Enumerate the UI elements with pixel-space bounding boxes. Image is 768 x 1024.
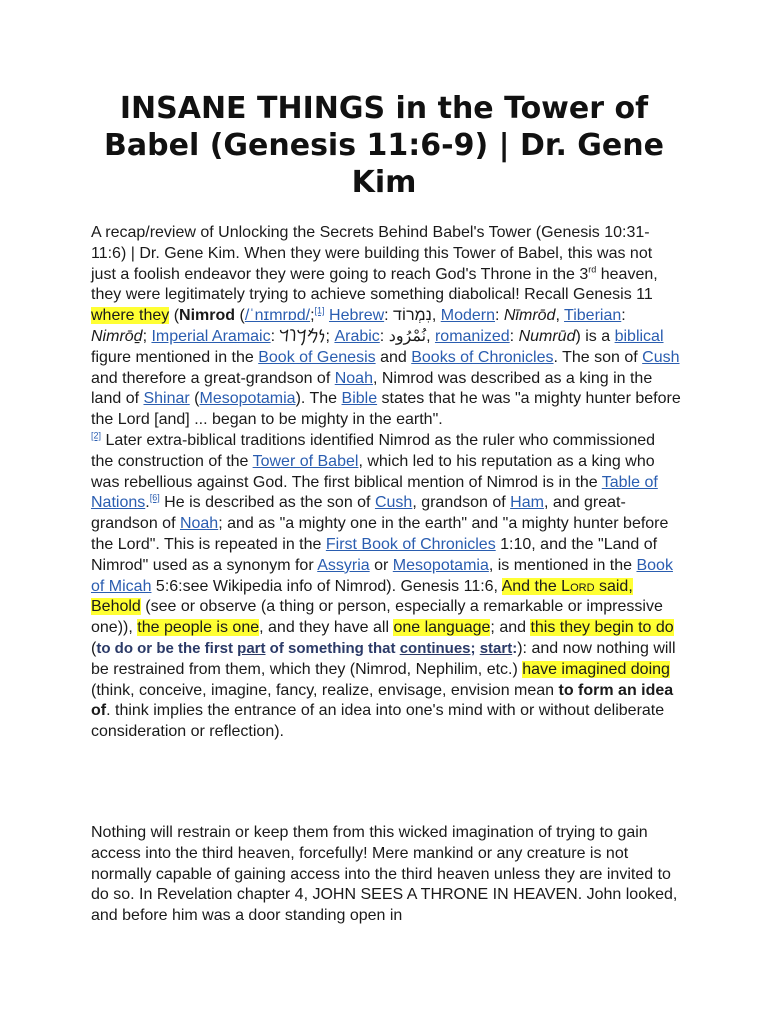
link-part[interactable]: part: [237, 639, 266, 657]
highlight-imagined-doing: have imagined doing: [522, 660, 670, 678]
text: , is mentioned in the: [488, 556, 637, 574]
lord-small-caps: Lord: [561, 577, 595, 595]
link-noah-2[interactable]: Noah: [179, 515, 219, 533]
text: And the: [501, 577, 562, 595]
superscript-rd: rd: [588, 264, 597, 275]
link-ham[interactable]: Ham: [510, 494, 544, 512]
nimrod-bold: Nimrod: [179, 307, 236, 325]
text: :: [494, 307, 504, 325]
link-ref-2[interactable]: [2]: [91, 430, 102, 441]
link-books-of-chronicles[interactable]: Books of Chronicles: [411, 348, 554, 366]
text: , grandson of: [412, 494, 511, 512]
link-ipa[interactable]: /ˈnɪmrɒd/: [244, 307, 311, 325]
text: (: [235, 307, 245, 325]
link-cush[interactable]: Cush: [642, 348, 680, 366]
ref-2: [91, 431, 101, 441]
link-imperial-aramaic[interactable]: Imperial Aramaic: [151, 327, 271, 345]
text: A recap/review of Unlocking the Secrets Behind Babel's Tower (Genesis 10:31-11:6) | Dr. Gene Kim. When they were building this Tower of Babel, this was not just a foolish endeavor they were going to reach God's Throne in the 3: [91, 224, 653, 283]
link-first-book-of-chronicles[interactable]: First Book of Chronicles: [325, 535, 496, 553]
link-assyria[interactable]: Assyria: [317, 556, 370, 574]
text: ). The: [295, 390, 342, 408]
text: (: [169, 307, 180, 325]
link-hebrew[interactable]: Hebrew: [329, 307, 385, 325]
text: 5:6:see Wikipedia info of Nimrod). Genesis 11:6,: [151, 577, 502, 595]
text: :: [512, 639, 518, 657]
document-title: INSANE THINGS in the Tower of Babel (Genesis 11:6-9) | Dr. Gene Kim: [104, 91, 664, 200]
text: and therefore a great-grandson of: [91, 369, 335, 387]
ref-1: [315, 306, 325, 316]
text: (: [91, 639, 97, 657]
link-mesopotamia[interactable]: Mesopotamia: [199, 390, 296, 408]
link-biblical[interactable]: biblical: [614, 327, 664, 345]
text: , and they have all: [259, 619, 394, 637]
link-book-of-micah[interactable]: Book of Micah: [91, 556, 673, 595]
text: figure mentioned in the: [91, 348, 259, 366]
text: (: [189, 390, 200, 408]
text: , and great-grandson of: [91, 494, 626, 533]
paragraph-2: Nothing will restrain or keep them from this wicked imagination of trying to gain access into the third heaven, forcefully! Mere mankind or any creature is not normally capable of gaining access into the third heaven unless they are invited to do so. In Revelation chapter 4, JOHN SEES A THRONE IN HEAVEN. John looked, and before him was a door standing open in: [91, 824, 678, 925]
link-arabic[interactable]: Arabic: [334, 327, 380, 345]
text: ; and as "a mighty one in the earth" and "a mighty hunter before the Lord". This is repeated in the: [91, 515, 669, 553]
link-table-of-nations[interactable]: Table of Nations: [91, 473, 658, 512]
text: : נִמְרוֹד,: [384, 307, 441, 325]
text: . The son of: [553, 348, 643, 366]
link-cush-2[interactable]: Cush: [374, 494, 413, 512]
text: ) is a: [575, 327, 615, 345]
highlight-where-they: where they: [91, 307, 170, 325]
text: 1:10, and the "Land of Nimrod" used as a synonym for: [91, 535, 658, 574]
ref-6: [150, 493, 160, 503]
text: said, Behold: [91, 577, 633, 616]
text: :: [621, 307, 626, 325]
link-tower-of-babel[interactable]: Tower of Babel: [252, 452, 359, 470]
definition-bold: [96, 640, 517, 657]
text: heaven, they were legitimately trying to achieve something diabolical! Recall Genesis 11: [91, 265, 658, 304]
text: Later extra-biblical traditions identified Nimrod as the ruler who commissioned the construction of the: [91, 431, 656, 470]
text: He is described as the son of: [159, 494, 375, 512]
text: or: [369, 556, 393, 574]
nimrod-tiberian: Nimrōḏ: [91, 327, 143, 345]
text: ;: [470, 639, 480, 657]
numrud: Numrūd: [518, 327, 576, 345]
nimrod-modern: Nīmrōd: [503, 307, 556, 325]
form-an-idea-bold: to form an idea of: [91, 681, 674, 720]
link-shinar[interactable]: Shinar: [143, 390, 190, 408]
link-ref-6[interactable]: [6]: [149, 493, 160, 504]
text: ;: [142, 327, 152, 345]
highlight-people-is-one: the people is one: [137, 619, 260, 637]
highlight-begin-to-do: this they begin to do: [530, 619, 674, 637]
text: of something that: [265, 639, 400, 657]
link-continues[interactable]: continues: [399, 639, 471, 657]
text: , which led to his reputation as a king who was rebellious against God. The first biblical mention of Nimrod is in the: [91, 452, 655, 491]
text: (think, conceive, imagine, fancy, realize, envisage, envision mean: [91, 681, 559, 699]
text: : 𐡍𐡌𐡓𐡅𐡃;: [270, 327, 335, 345]
text: ;: [310, 307, 315, 325]
text: and: [375, 348, 412, 366]
highlight-one-language: one language: [393, 619, 491, 637]
text: .: [145, 494, 150, 512]
link-modern[interactable]: Modern: [440, 307, 495, 325]
text: : نُمْرُود,: [379, 327, 435, 345]
text: states that he was "a mighty hunter before the Lord [and] ... began to be mighty in the earth".: [91, 390, 681, 429]
link-noah[interactable]: Noah: [334, 369, 373, 387]
link-romanized[interactable]: romanized: [434, 327, 510, 345]
text: ; and: [490, 619, 531, 637]
link-start[interactable]: start: [479, 639, 513, 657]
link-ref-1[interactable]: [1]: [314, 305, 325, 316]
text: ): and now nothing will be restrained from them, which they (Nimrod, Nephilim, etc.): [91, 639, 676, 678]
text: ,: [555, 307, 565, 325]
text: , Nimrod was described as a king in the land of: [91, 369, 653, 408]
text: . think implies the entrance of an idea into one's mind with or without deliberate consideration or reflection).: [91, 702, 665, 741]
text: to do or be the first: [96, 639, 238, 657]
text: (see or observe (a thing or person, especially a remarkable or impressive one)),: [91, 598, 663, 637]
link-bible[interactable]: Bible: [341, 390, 378, 408]
link-tiberian[interactable]: Tiberian: [564, 307, 622, 325]
link-book-of-genesis[interactable]: Book of Genesis: [258, 348, 376, 366]
paragraph-1: [91, 223, 681, 743]
link-mesopotamia-2[interactable]: Mesopotamia: [392, 556, 489, 574]
text: :: [509, 327, 519, 345]
